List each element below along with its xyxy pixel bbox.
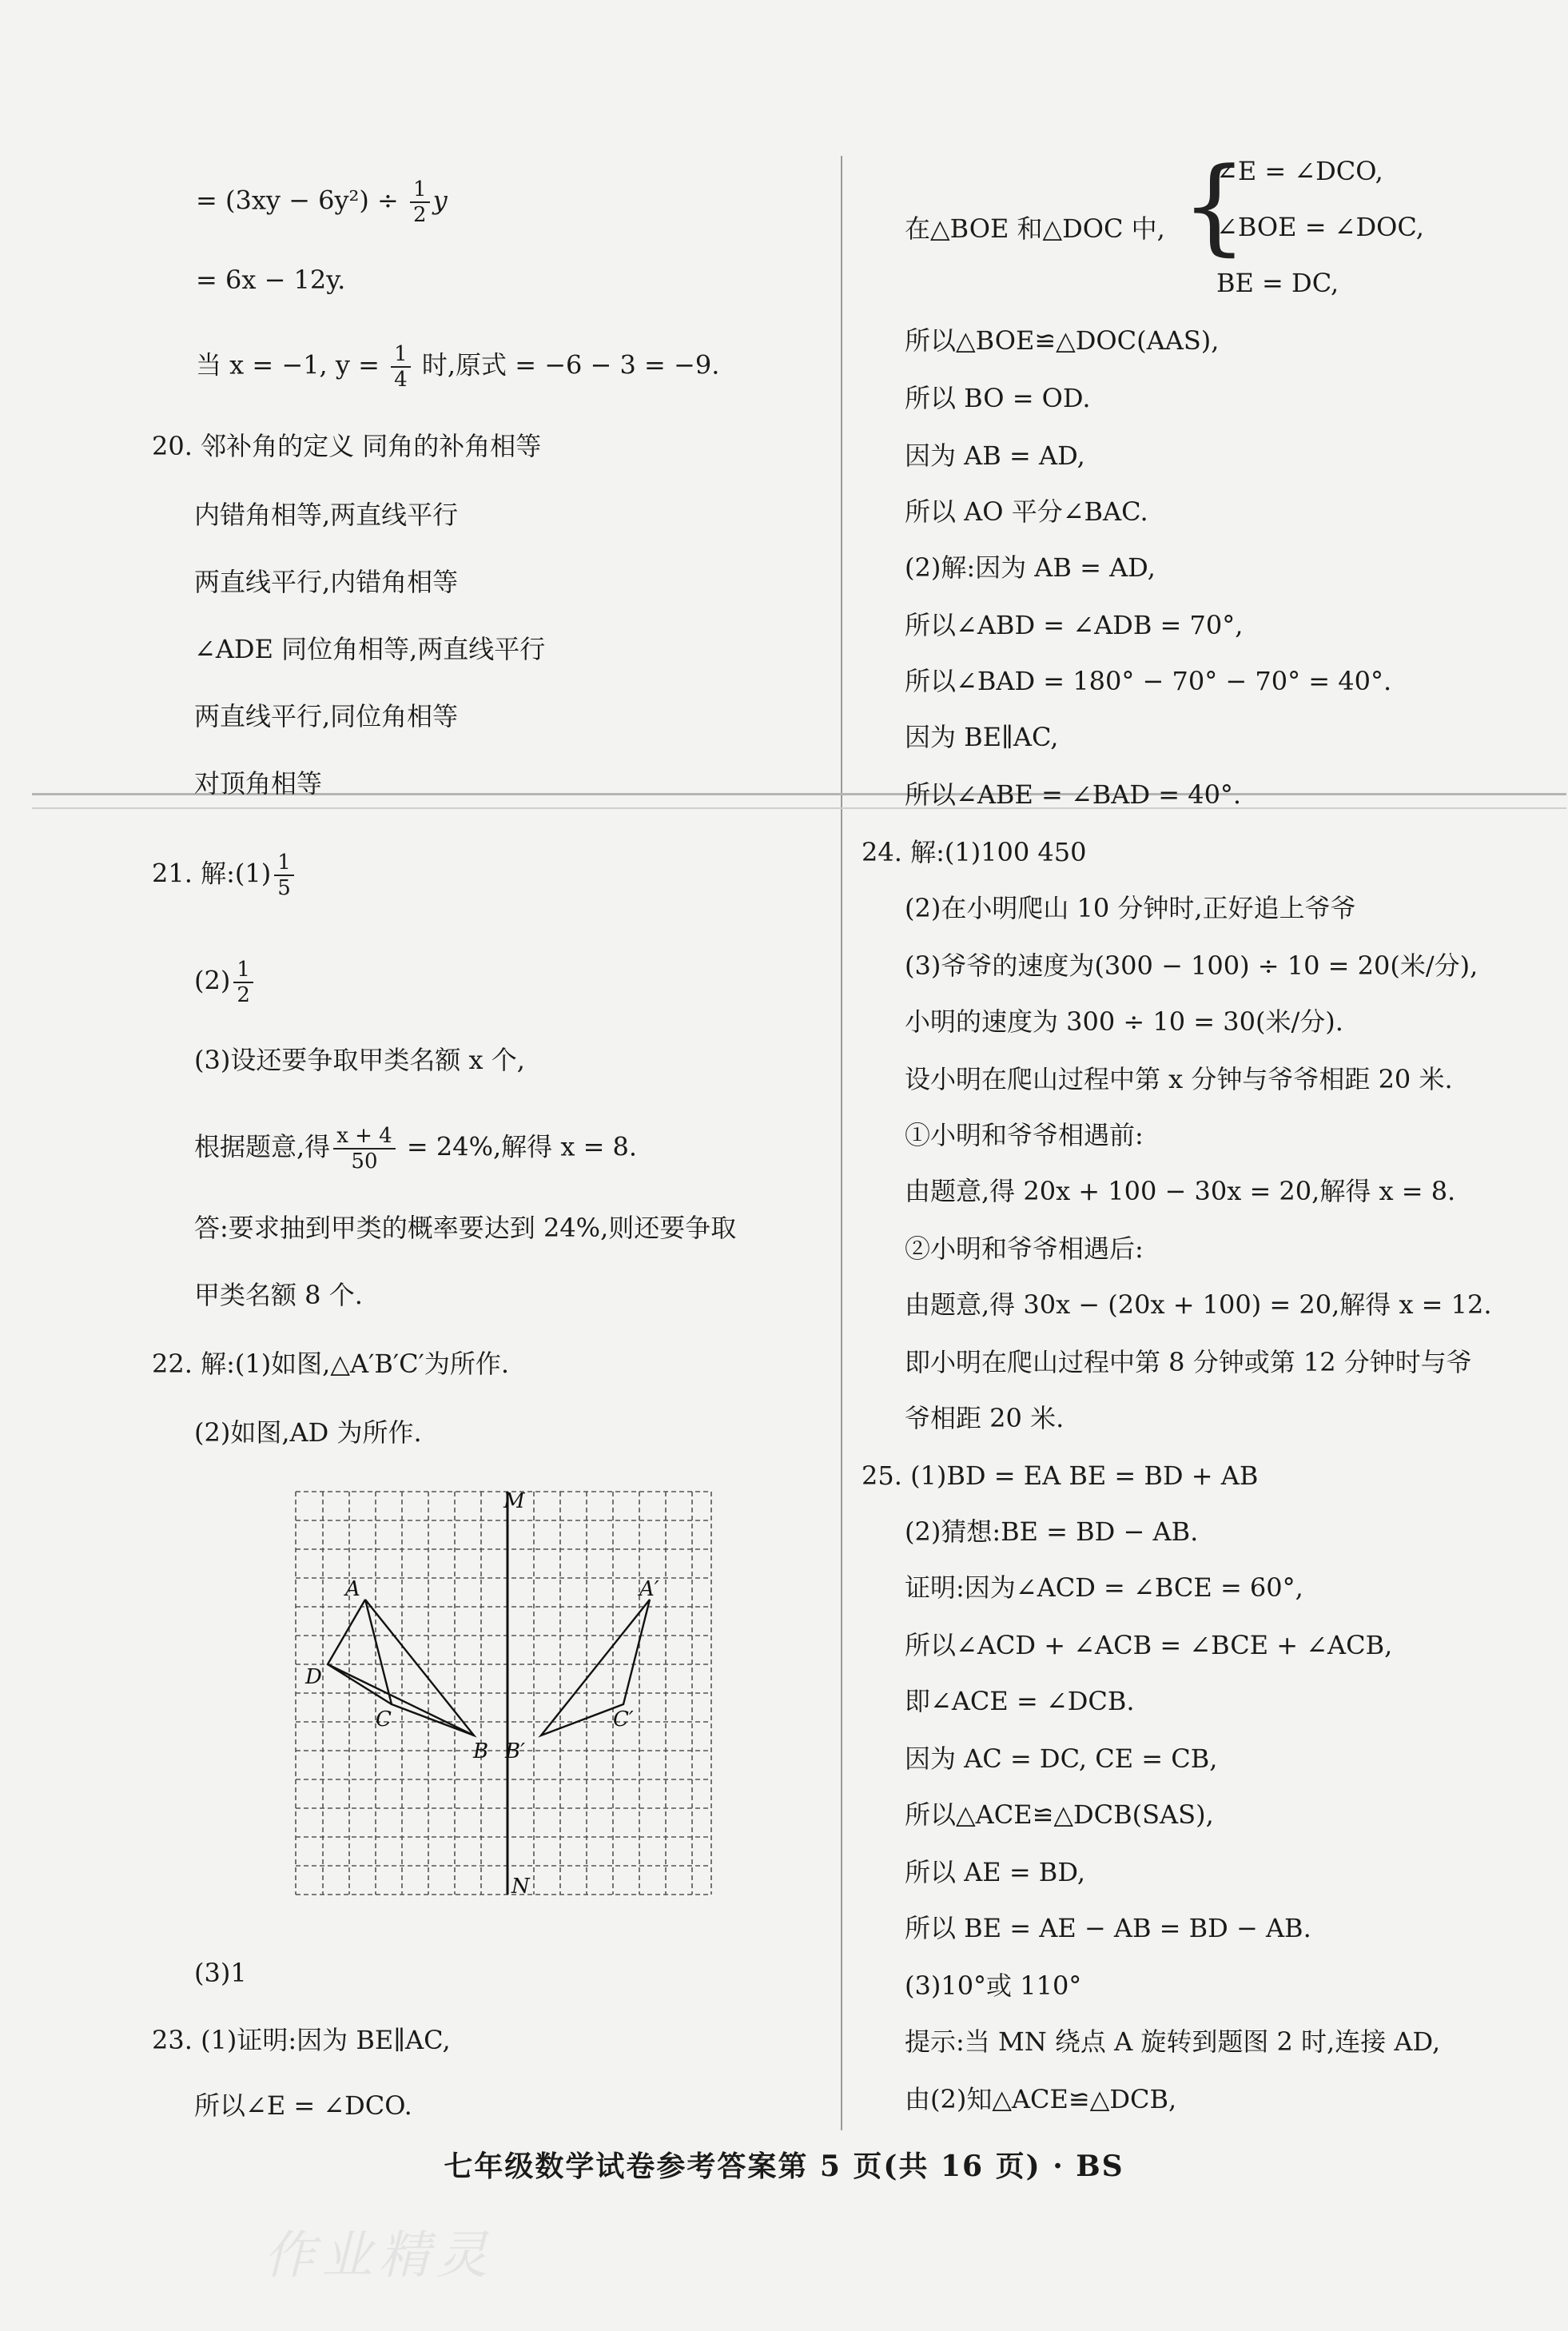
q20-line-1: 20. 邻补角的定义 同角的补角相等 [152, 431, 542, 461]
q24-line-5: 设小明在爬山过程中第 x 分钟与爷爷相距 20 米. [905, 1064, 1453, 1094]
system-line-3: BE = DC, [1216, 268, 1339, 298]
fraction-quarter: $\frac{1}{4}$ [391, 342, 411, 392]
q24-line-4: 小明的速度为 300 ÷ 10 = 30(米/分). [905, 1006, 1343, 1037]
q25-line-8: 所以 AE = BD, [905, 1857, 1086, 1887]
grid-lines [296, 1492, 711, 1895]
q25-line-3: 证明:因为∠ACD = ∠BCE = 60°, [905, 1572, 1303, 1603]
q23-r4: 所以 AO 平分∠BAC. [905, 496, 1148, 527]
q25-line-2: (2)猜想:BE = BD − AB. [905, 1516, 1199, 1547]
page-footer: 七年级数学试卷参考答案第 5 页(共 16 页) · BS [444, 2150, 1124, 2183]
q24-line-1: 24. 解:(1)100 450 [862, 837, 1087, 867]
q25-line-5: 即∠ACE = ∠DCB. [905, 1686, 1135, 1716]
q20-line-4: ∠ADE 同位角相等,两直线平行 [194, 634, 546, 664]
q23-line-1: 23. (1)证明:因为 BE∥AC, [152, 2025, 451, 2055]
label-d: D [305, 1665, 322, 1689]
label-m: M [503, 1489, 525, 1513]
q22-line-2: (2)如图,AD 为所作. [194, 1417, 422, 1448]
q23-r6: 所以∠ABD = ∠ADB = 70°, [905, 610, 1244, 640]
q24-line-9: 由题意,得 30x − (20x + 100) = 20,解得 x = 12. [905, 1289, 1492, 1320]
q22-line-1: 22. 解:(1)如图,△A′B′C′为所作. [152, 1349, 510, 1379]
system-line-2: ∠BOE = ∠DOC, [1216, 212, 1424, 242]
q23-r1: 所以△BOE≌△DOC(AAS), [905, 325, 1220, 356]
q21-line-2: (2) $\frac{1}{2}$ [194, 958, 257, 1007]
q21-line-3: (3)设还要争取甲类名额 x 个, [194, 1045, 525, 1075]
q24-line-7: 由题意,得 20x + 100 − 30x = 20,解得 x = 8. [905, 1176, 1456, 1206]
q23-r9: 所以∠ABE = ∠BAD = 40°. [905, 779, 1242, 810]
q21-line-6: 甲类名额 8 个. [194, 1280, 363, 1310]
q25-line-7: 所以△ACE≌△DCB(SAS), [905, 1799, 1214, 1830]
q22-line-3: (3)1 [194, 1958, 247, 1988]
q25-line-12: 由(2)知△ACE≌△DCB, [905, 2084, 1177, 2114]
q21-line-4: 根据题意,得 $\frac{x + 4}{50}$ = 24%,解得 x = 8. [194, 1124, 638, 1173]
fraction-x4-50: $\frac{x + 4}{50}$ [333, 1124, 396, 1173]
q20-line-3: 两直线平行,内错角相等 [194, 567, 459, 597]
eq-line-3: 当 x = −1, y = $\frac{1}{4}$ 时,原式 = −6 − 3 = −9. [196, 342, 720, 392]
q21-line-1: 21. 解:(1) $\frac{1}{5}$ [152, 851, 297, 900]
q23-line-2: 所以∠E = ∠DCO. [194, 2090, 412, 2121]
q23-r2: 所以 BO = OD. [905, 383, 1091, 413]
q25-line-1: 25. (1)BD = EA BE = BD + AB [862, 1460, 1259, 1491]
q23-r8: 因为 BE∥AC, [905, 722, 1059, 752]
eq-line-1: = (3xy − 6y²) ÷ $\frac{1}{2}$ y [196, 177, 448, 227]
fraction-half-2: $\frac{1}{2}$ [233, 958, 253, 1007]
q20-line-5: 两直线平行,同位角相等 [194, 701, 459, 731]
q23-r5: (2)解:因为 AB = AD, [905, 552, 1156, 583]
column-divider [841, 156, 842, 2130]
q20-line-2: 内错角相等,两直线平行 [194, 500, 459, 530]
q25-line-10: (3)10°或 110° [905, 1970, 1082, 2001]
label-n: N [511, 1875, 530, 1899]
label-c-prime: C′ [613, 1707, 634, 1731]
q23-r7: 所以∠BAD = 180° − 70° − 70° = 40°. [905, 666, 1392, 696]
q24-line-2: (2)在小明爬山 10 分钟时,正好追上爷爷 [905, 893, 1356, 923]
q20-line-6: 对顶角相等 [194, 768, 323, 799]
q25-line-4: 所以∠ACD + ∠ACB = ∠BCE + ∠ACB, [905, 1630, 1393, 1660]
q24-line-8: ②小明和爷爷相遇后: [905, 1233, 1144, 1264]
q24-line-10: 即小明在爬山过程中第 8 分钟或第 12 分钟时与爷 [905, 1347, 1472, 1377]
system-line-1: ∠E = ∠DCO, [1216, 156, 1383, 186]
label-a-prime: A′ [639, 1577, 659, 1601]
q25-line-11: 提示:当 MN 绕点 A 旋转到题图 2 时,连接 AD, [905, 2026, 1441, 2057]
q25-line-6: 因为 AC = DC, CE = CB, [905, 1743, 1218, 1774]
q24-line-6: ①小明和爷爷相遇前: [905, 1120, 1144, 1150]
fraction-half: $\frac{1}{2}$ [410, 177, 430, 227]
system-brace: { [1181, 145, 1248, 266]
fold-line-2 [32, 807, 1566, 809]
q24-line-11: 爷相距 20 米. [905, 1403, 1065, 1433]
system-intro: 在△BOE 和△DOC 中, [905, 213, 1165, 244]
q25-line-9: 所以 BE = AE − AB = BD − AB. [905, 1913, 1311, 1943]
fraction-fifth: $\frac{1}{5}$ [274, 851, 294, 900]
eq-line-2: = 6x − 12y. [196, 265, 346, 295]
label-c: C [376, 1707, 392, 1731]
label-b: B [473, 1739, 489, 1763]
q23-r3: 因为 AB = AD, [905, 440, 1085, 471]
label-a: A [345, 1577, 360, 1601]
q21-line-5: 答:要求抽到甲类的概率要达到 24%,则还要争取 [194, 1213, 737, 1243]
grid-figure [288, 1484, 719, 1915]
label-b-prime: B′ [505, 1739, 526, 1763]
watermark: 作业精灵 [264, 2226, 494, 2285]
q24-line-3: (3)爷爷的速度为(300 − 100) ÷ 10 = 20(米/分), [905, 950, 1478, 981]
